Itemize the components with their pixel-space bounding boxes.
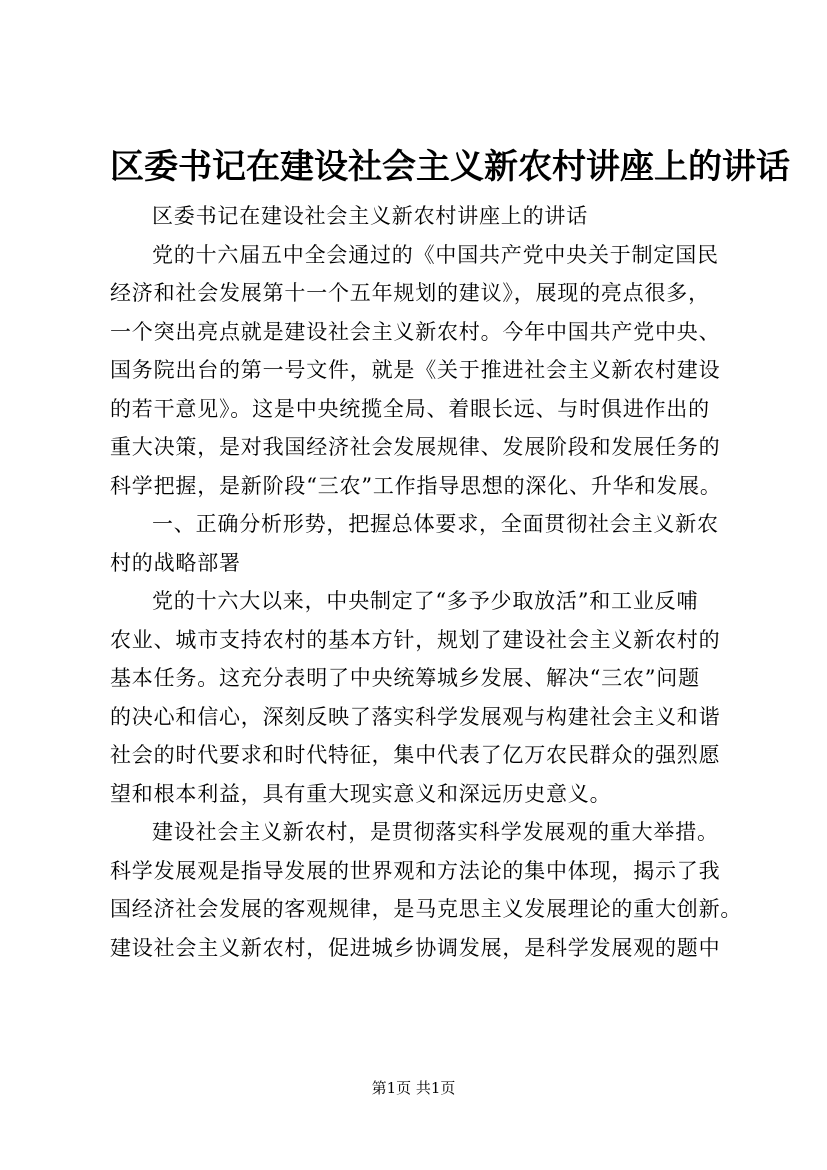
paragraph-line: 党的十六届五中全会通过的《中国共产党中央关于制定国民 (152, 242, 719, 267)
paragraph-line: 国经济社会发展的客观规律，是马克思主义发展理论的重大创新。 (110, 897, 743, 921)
paragraph-line: 一个突出亮点就是建设社会主义新农村。今年中国共产党中央、 (110, 319, 721, 344)
subtitle-line: 区委书记在建设社会主义新农村讲座上的讲话 (152, 204, 588, 228)
paragraph-line: 望和根本利益，具有重大现实意义和深远历史意义。 (110, 781, 612, 806)
paragraph-line: 建设社会主义新农村，促进城乡协调发展，是科学发展观的题中 (110, 935, 721, 960)
paragraph-line: 经济和社会发展第十一个五年规划的建议》，展现的亮点很多， (110, 281, 710, 305)
paragraph-line: 科学把握，是新阶段“三农”工作指导思想的深化、升华和发展。 (110, 473, 722, 498)
paragraph-line: 社会的时代要求和时代特征，集中代表了亿万农民群众的强烈愿 (110, 743, 721, 767)
paragraph-line: 基本任务。这充分表明了中央统筹城乡发展、解决“三农”问题 (110, 666, 700, 690)
section-heading-line: 村的战略部署 (110, 550, 241, 575)
paragraph-line: 农业、城市支持农村的基本方针，规划了建设社会主义新农村的 (110, 627, 721, 652)
document-title: 区委书记在建设社会主义新农村讲座上的讲话 (110, 147, 790, 187)
page-number-footer: 第1页 共1页 (371, 1079, 456, 1097)
section-heading-line: 一、正确分析形势，把握总体要求，全面贯彻社会主义新农 (152, 512, 719, 536)
paragraph-line: 的决心和信心，深刻反映了落实科学发展观与构建社会主义和谐 (110, 704, 721, 729)
paragraph-line: 党的十六大以来，中央制定了“多予少取放活”和工业反哺 (152, 589, 699, 613)
paragraph-line: 的若干意见》。这是中央统揽全局、着眼长远、与时俱进作出的 (110, 396, 710, 421)
paragraph-line: 重大决策，是对我国经济社会发展规律、发展阶段和发展任务的 (110, 435, 721, 459)
paragraph-line: 国务院出台的第一号文件，就是《关于推进社会主义新农村建设 (110, 358, 721, 382)
paragraph-line: 建设社会主义新农村，是贯彻落实科学发展观的重大举措。 (152, 820, 719, 844)
document-body (110, 197, 750, 967)
paragraph-line: 科学发展观是指导发展的世界观和方法论的集中体现，揭示了我 (110, 858, 721, 883)
